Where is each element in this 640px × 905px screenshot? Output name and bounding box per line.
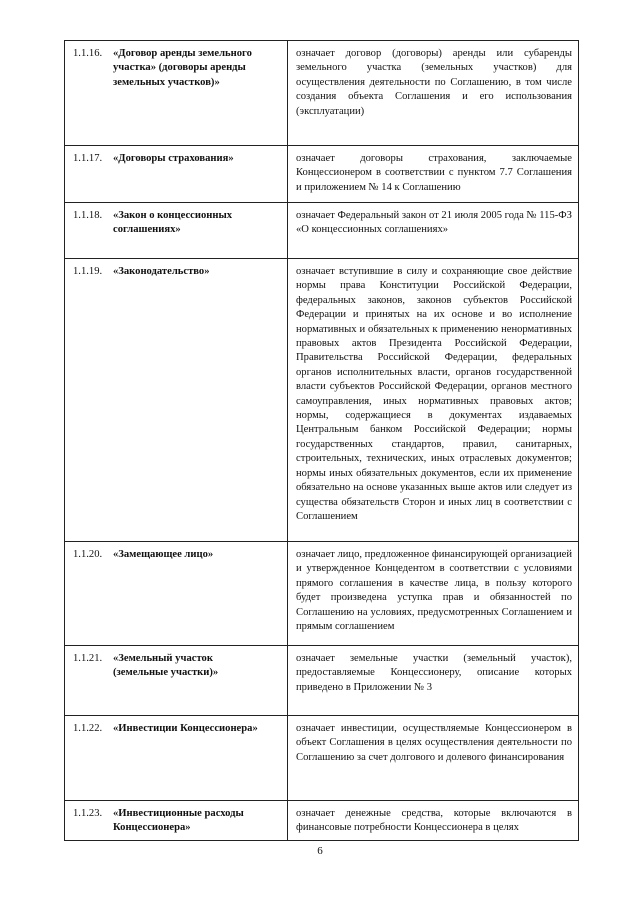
table-row — [65, 542, 579, 646]
definition-cell: означает Федеральный закон от 21 июля 2005 года № 115-ФЗ «О концессионных соглашениях» — [288, 203, 579, 259]
term-cell — [65, 41, 288, 146]
definition-cell: означает договор (договоры) аренды или субаренды земельного участка (земельных участков) для осуществления деятельности по Соглашению, в том числе создания объекта Соглашения и его использования (эксплуатации) — [288, 41, 579, 146]
clause-number: 1.1.20. — [73, 549, 103, 560]
clause-number: 1.1.18. — [73, 210, 103, 221]
table-row — [65, 801, 579, 841]
definition-cell: означает вступившие в силу и сохраняющие свое действие нормы права Конституции Российской Федерации, федеральных законов, законов субъектов Российской Федерации и принятых на их основе и во исполнение нормативных и обязательных к применению ненормативных правовых актов Президента Российской Федерации, Правительства Российской Федерации, федеральных органов исполнительных власти, органов государственной власти субъектов Российской Федерации, органов местного самоуправления, иных нормативных правовых актов; нормы, содержащиеся в документах издаваемых Центральным банком Российской Федерации; нормы государственных стандартов, правил, санитарных, строительных, технических, иных отраслевых документов; нормы иных обязательных документов, если их применение обязательно на основе указанных выше актов или следует из существа обязательств Сторон и иных лиц в соответствии с Соглашением — [288, 259, 579, 542]
table-row — [65, 646, 579, 716]
term-text: «Закон о концессионных — [113, 210, 233, 221]
table-row — [65, 146, 579, 203]
term-cell — [65, 646, 288, 716]
clause-number: 1.1.19. — [73, 266, 103, 277]
table-row — [65, 716, 579, 801]
term-text-continued: (земельные участки)» — [113, 667, 219, 679]
term-text-continued: Концессионера» — [113, 822, 191, 834]
definition-cell: означает договоры страхования, заключаемые Концессионером в соответствии с пунктом 7.7 Соглашения и приложением № 14 к Соглашению — [288, 146, 579, 203]
clause-number: 1.1.21. — [73, 653, 103, 664]
term-cell — [65, 542, 288, 646]
clause-number: 1.1.22. — [73, 723, 103, 734]
definition-cell: означает земельные участки (земельный участок), предоставляемые Концессионеру, описание которых приведено в Приложении № 3 — [288, 646, 579, 716]
clause-number: 1.1.23. — [73, 808, 103, 819]
term-text: «Замещающее лицо» — [113, 549, 214, 560]
table-row — [65, 203, 579, 259]
page-number: 6 — [317, 845, 323, 857]
clause-number: 1.1.16. — [73, 48, 103, 59]
table-row — [65, 41, 579, 146]
term-text: «Земельный участок — [113, 653, 213, 664]
term-cell — [65, 146, 288, 203]
term-cell — [65, 716, 288, 801]
term-cell — [65, 203, 288, 259]
term-text-continued: соглашениях» — [113, 224, 181, 236]
definition-cell: означает инвестиции, осуществляемые Концессионером в объект Соглашения в целях осуществления деятельности по Соглашению за счет долгового и долевого финансирования — [288, 716, 579, 801]
term-text-continued: участка» (договоры аренды земельных участков)» — [113, 62, 246, 88]
term-text: «Договор аренды земельного — [113, 48, 252, 59]
term-text: «Договоры страхования» — [113, 153, 234, 164]
term-cell — [65, 801, 288, 841]
term-text: «Инвестиционные расходы — [113, 808, 244, 819]
term-text: «Законодательство» — [113, 266, 210, 277]
definition-cell: означает лицо, предложенное финансирующей организацией и утвержденное Концедентом в соответствии с условиями прямого соглашения в качестве лица, в пользу которого будет произведена уступка прав и обязанностей по Соглашению на условиях, предусмотренных Соглашением и прямым соглашением — [288, 542, 579, 646]
term-cell — [65, 259, 288, 542]
definition-cell: означает денежные средства, которые включаются в финансовые потребности Концессионера в целях — [288, 801, 579, 841]
definitions-table — [64, 40, 579, 841]
table-row — [65, 259, 579, 542]
term-text: «Инвестиции Концессионера» — [113, 723, 258, 734]
clause-number: 1.1.17. — [73, 153, 103, 164]
